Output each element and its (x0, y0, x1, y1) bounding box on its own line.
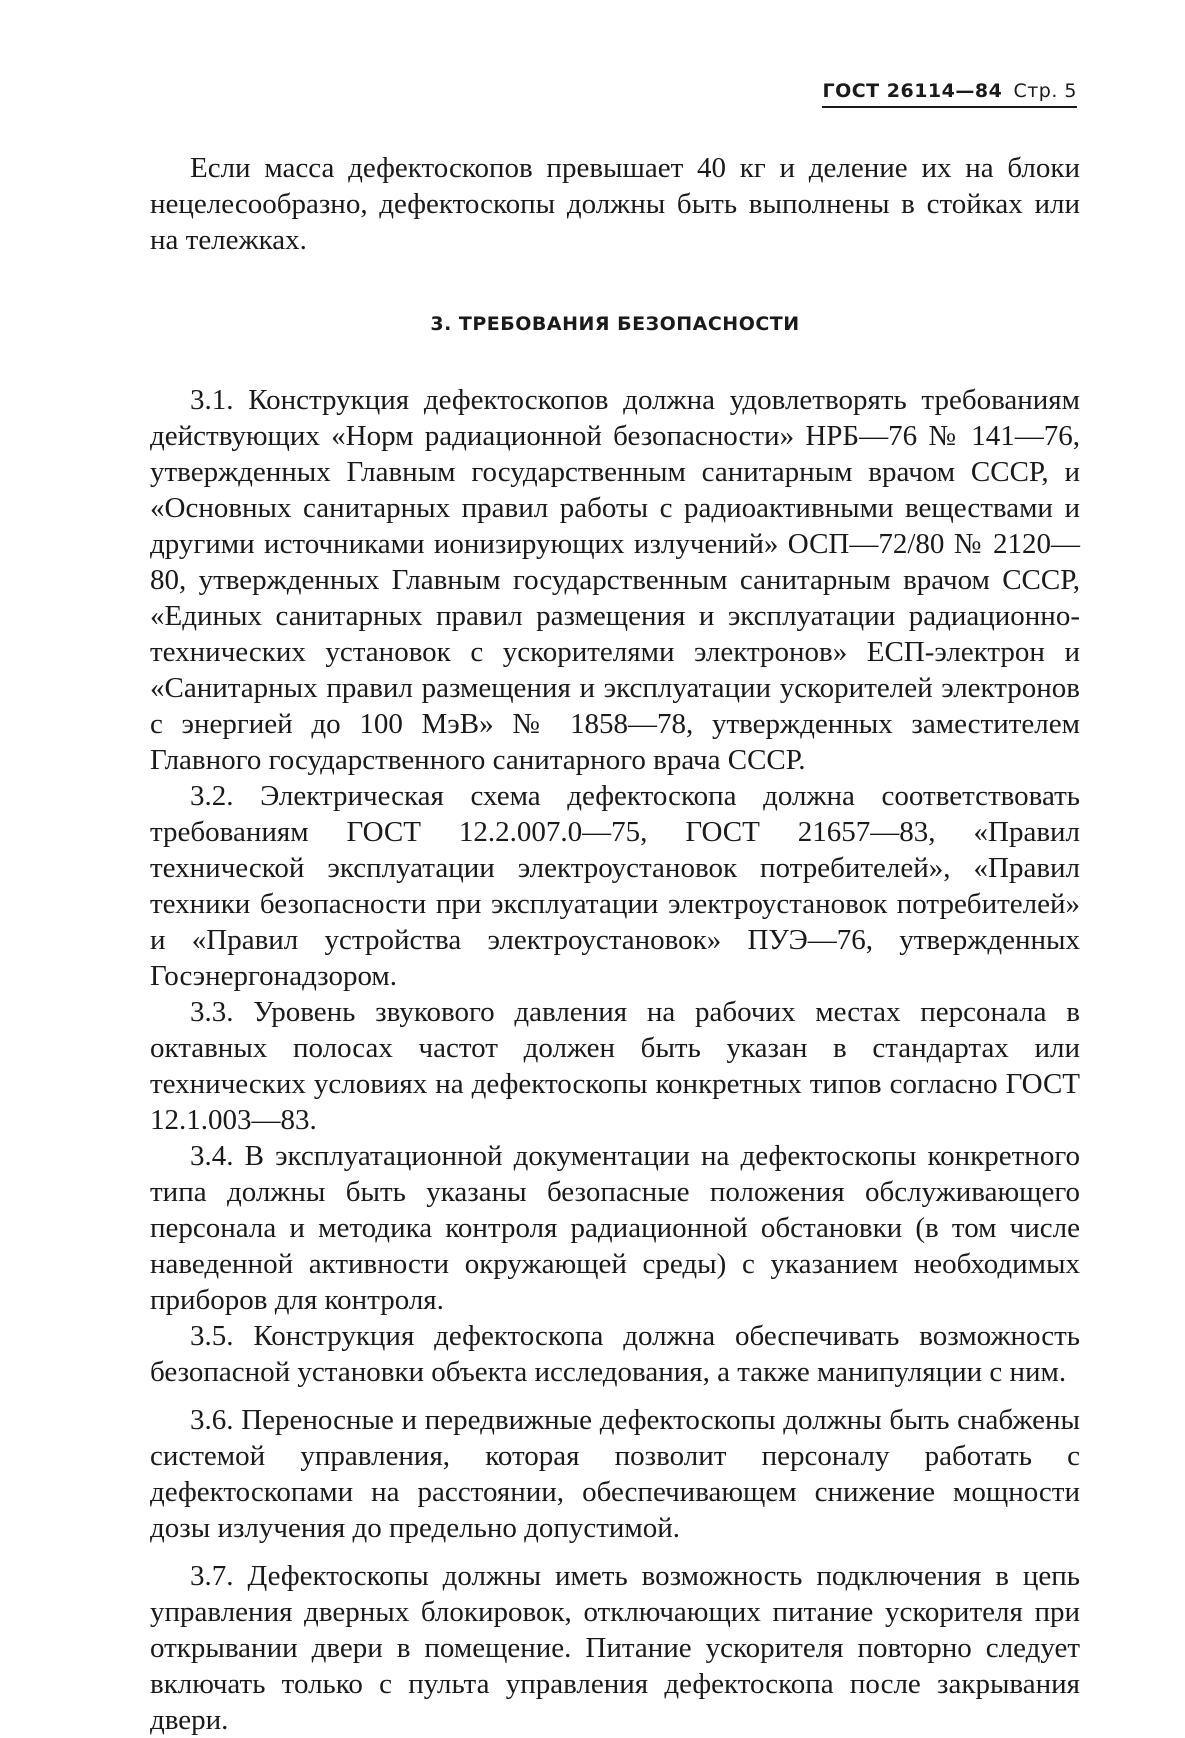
clause-3-6: 3.6. Переносные и передвижные дефектоскопы должны быть снабжены системой управления, которая позволит персоналу работать с дефектоскопами на расстоянии, обеспечивающем снижение мощности дозы излучения до предельно допустимой. (150, 1404, 1080, 1544)
intro-paragraph: Если масса дефектоскопов превышает 40 кг и деление их на блоки нецелесообразно, дефектоскопы должны быть выполнены в стойках или на тележках. (150, 152, 1080, 256)
clause-3-2: 3.2. Электрическая схема дефектоскопа должна соответствовать требованиям ГОСТ 12.2.007.0—75, ГОСТ 21657—83, «Правил технической эксплуатации электроустановок потребителей», «Правил техники безопасности при эксплуатации электроустановок потребителей» и «Правил устройства электроустановок» ПУЭ—76, утвержденных Госэнергонадзором. (150, 780, 1080, 992)
page-number: Стр. 5 (1013, 80, 1077, 102)
clause-3-5: 3.5. Конструкция дефектоскопа должна обеспечивать возможность безопасной установки объекта исследования, а также манипуляции с ним. (150, 1320, 1080, 1388)
clause-3-3: 3.3. Уровень звукового давления на рабочих местах персонала в октавных полосах частот должен быть указан в стандартах или технических условиях на дефектоскопы конкретных типов согласно ГОСТ 12.1.003—83. (150, 996, 1080, 1136)
document-body (150, 150, 1080, 1738)
clause-3-1: 3.1. Конструкция дефектоскопов должна удовлетворять требованиям действующих «Норм радиационной безопасности» НРБ—76 № 141—76, утвержденных Главным государственным санитарным врачом СССР, и «Основных санитарных правил работы с радиоактивными веществами и другими источниками ионизирующих излучений» ОСП—72/80 № 2120—80, утвержденных Главным государственным санитарным врачом СССР, «Единых санитарных правил размещения и эксплуатации радиационно-технических установок с ускорителями электронов» ЕСП-электрон и «Санитарных правил размещения и эксплуатации ускорителей электронов с энергией до 100 МэВ» № 1858—78, утвержденных заместителем Главного государственного санитарного врача СССР. (150, 384, 1080, 776)
clause-3-7: 3.7. Дефектоскопы должны иметь возможность подключения в цепь управления дверных блокировок, отключающих питание ускорителя при открывании двери в помещение. Питание ускорителя повторно следует включать только с пульта управления дефектоскопа после закрывания двери. (150, 1560, 1080, 1736)
standard-number: ГОСТ 26114—84 (822, 80, 1003, 102)
section-heading: 3. ТРЕБОВАНИЯ БЕЗОПАСНОСТИ (430, 313, 800, 335)
running-header (822, 80, 1077, 108)
clause-3-4: 3.4. В эксплуатационной документации на дефектоскопы конкретного типа должны быть указаны безопасные положения обслуживающего персонала и методика контроля радиационной обстановки (в том числе наведенной активности окружающей среды) с указанием необходимых приборов для контроля. (150, 1140, 1080, 1316)
